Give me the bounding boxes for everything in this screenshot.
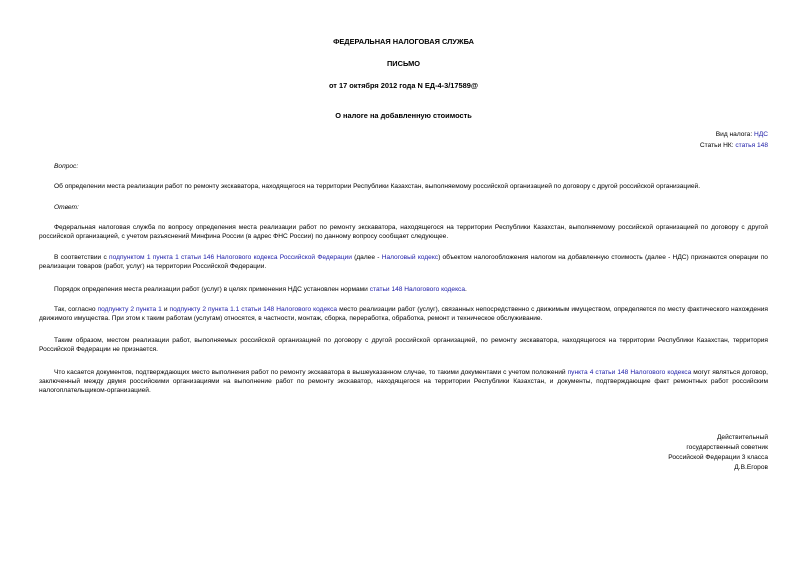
- tax-type-link[interactable]: НДС: [754, 131, 768, 138]
- paragraph-text: место реализации работ (услуг), связанных непосредственно с движимым имуществом, определяется по месту фактического нахождения движимого имущества. При этом к таким работам (услугам) относятся, в частности, монтаж, сборка, переработка, обработка, ремонт и техническое обслуживание.: [39, 306, 768, 323]
- paragraph-text: и: [161, 306, 170, 313]
- paragraph-text: (далее -: [351, 254, 382, 261]
- signature-line-2: государственный советник: [686, 444, 768, 451]
- question-label: Вопрос:: [54, 163, 79, 170]
- paragraph-text: Порядок определения места реализации работ (услуг) в целях применения НДС установлен нормами: [54, 286, 370, 293]
- tax-type-line: [716, 130, 768, 139]
- answer-paragraph-4: [39, 305, 768, 323]
- doc-type: ПИСЬМО: [387, 59, 420, 68]
- tax-type-label: Вид налога:: [715, 131, 754, 138]
- signature-line-3: Российской Федерации 3 класса: [668, 454, 768, 461]
- tax-articles-link[interactable]: статья 148: [735, 142, 768, 149]
- link-point-4-art148[interactable]: пункта 4 статьи 148 Налогового кодекса: [567, 369, 692, 376]
- tax-articles-label: Статьи НК:: [699, 142, 736, 149]
- answer-paragraph-2: [39, 253, 768, 271]
- tax-articles-line: [700, 141, 768, 150]
- link-tax-code[interactable]: Налоговый кодекс: [381, 254, 439, 261]
- paragraph-text: .: [465, 286, 467, 293]
- paragraph-text: могут являться договор, заключенный между двумя российскими организациями на выполнение работ по ремонту экскаватор, находящегося на территории Республики Казахстан, и документы, подтверждающие факт ремонтных работ российским налогоплательщиком-организацией.: [39, 369, 768, 395]
- answer-paragraph-6: [39, 368, 768, 396]
- link-subpoint-2-point-1[interactable]: подпункту 2 пункта 1: [97, 306, 162, 313]
- paragraph-text: ) объектом налогообложения налогом на добавленную стоимость (далее - НДС) признаются операции по реализации товаров (работ, услуг) на территории Российской Федерации.: [39, 254, 768, 271]
- answer-paragraph-5: Таким образом, местом реализации работ, выполняемых российской организацией по договору с другой российской организацией, по ремонту экскаватора, находящегося на территории Республики Казахстан, территория Российской Федерации не признается.: [39, 337, 768, 354]
- answer-paragraph-1: Федеральная налоговая служба по вопросу определения места реализации работ по ремонту экскаватора, находящегося на территории Республики Казахстан, выполняемому российской организацией по договору с другой российской организацией, с учетом разъяснений Минфина России (в адрес ФНС России) по данному вопросу сообщает следующее.: [39, 224, 768, 241]
- answer-paragraph-3: [39, 285, 768, 294]
- question-text: Об определении места реализации работ по ремонту экскаватора, находящегося на территории Республики Казахстан, выполняемому российской организацией по договору с другой российской организацией.: [54, 183, 701, 190]
- signature-block: [668, 433, 768, 473]
- org-title: ФЕДЕРАЛЬНАЯ НАЛОГОВАЯ СЛУЖБА: [333, 37, 474, 46]
- doc-subject: О налоге на добавленную стоимость: [335, 111, 472, 120]
- link-subpoint-2-point-1-1[interactable]: подпункту 2 пункта 1.1 статьи 148 Налогового кодекса: [169, 306, 338, 313]
- link-art146[interactable]: подпунктом 1 пункта 1 статьи 146 Налогового кодекса Российской Федерации: [109, 254, 352, 261]
- doc-date-number: от 17 октября 2012 года N ЕД-4-3/17589@: [328, 81, 479, 90]
- paragraph-text: Что касается документов, подтверждающих место выполнения работ по ремонту экскаватора в вышеуказанном случае, то такими документами с учетом положений: [54, 369, 568, 376]
- signature-name: Д.В.Егоров: [734, 464, 768, 471]
- paragraph-text: Так, согласно: [54, 306, 98, 313]
- paragraph-text: В соответствии с: [54, 254, 110, 261]
- link-art148[interactable]: статьи 148 Налогового кодекса: [369, 286, 465, 293]
- signature-line-1: Действительный: [716, 434, 768, 441]
- answer-label: Ответ:: [54, 204, 79, 211]
